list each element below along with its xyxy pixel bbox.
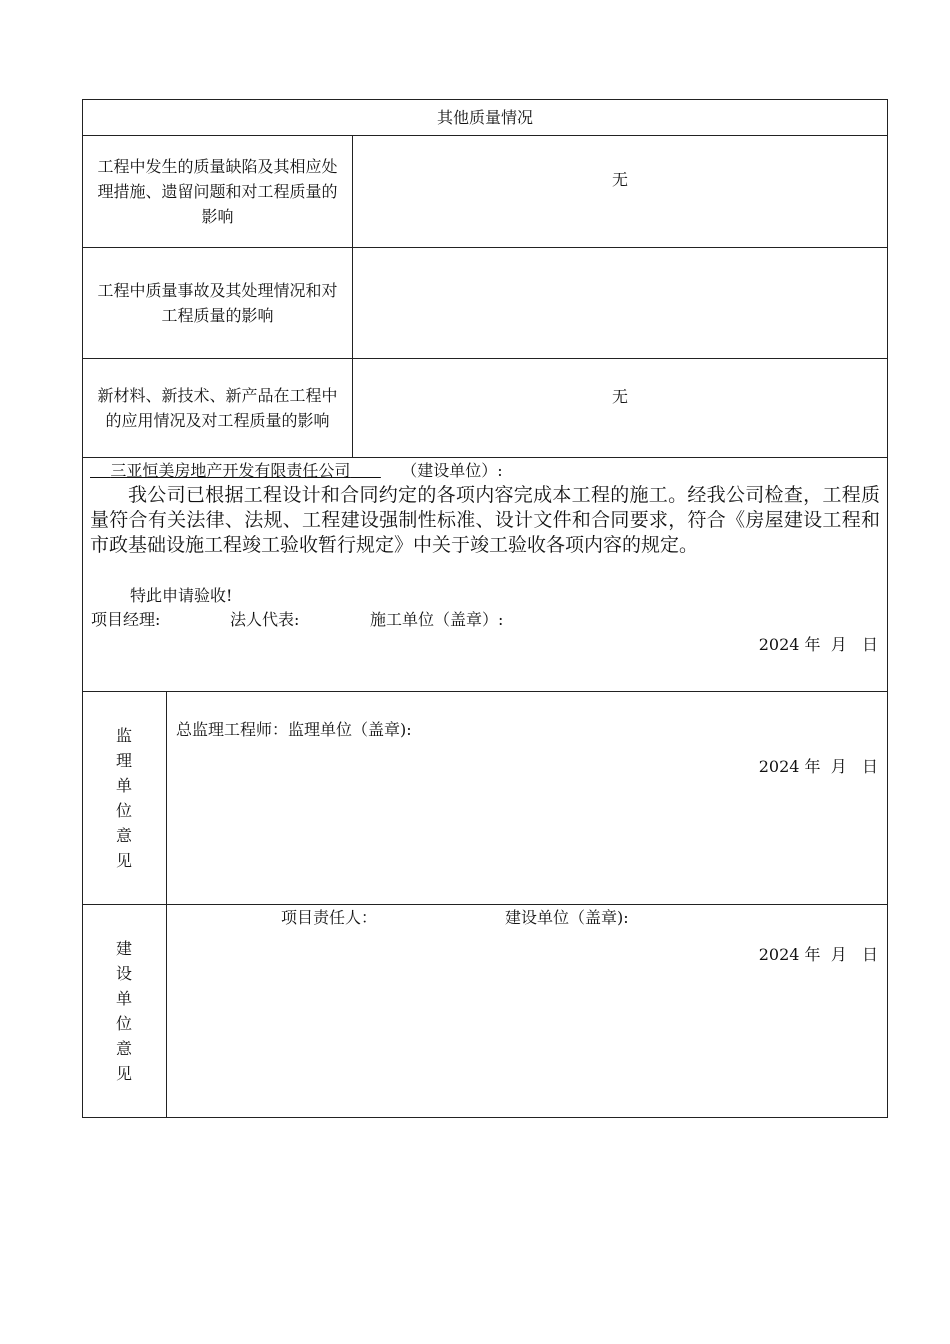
divider (82, 135, 888, 136)
divider (82, 358, 888, 359)
row-label-defects: 工程中发生的质量缺陷及其相应处理措施、遗留问题和对工程质量的影响 (97, 156, 338, 226)
project-manager-label: 项目经理: (91, 610, 161, 629)
divider (82, 904, 888, 905)
request-text: 特此申请验收! (130, 586, 233, 605)
company-name: 三亚恒美房地产开发有限责任公司 (110, 461, 351, 480)
owner-date: 2024 年 月 日 (758, 945, 878, 964)
section-title: 其他质量情况 (436, 108, 533, 127)
project-lead-label: 项目责任人： (281, 908, 378, 927)
addressee-suffix: （建设单位）: (401, 461, 503, 480)
divider (82, 691, 888, 692)
supervision-date: 2024 年 月 日 (758, 757, 878, 776)
row-label-new-materials: 新材料、新技术、新产品在工程中的应用情况及对工程质量的影响 (97, 386, 338, 430)
supervision-opinion-label: 监 理 单 位 意 见 (115, 726, 132, 870)
row-value-defects: 无 (611, 170, 628, 189)
legal-rep-label: 法人代表: (230, 610, 300, 629)
row-label-accidents: 工程中质量事故及其处理情况和对工程质量的影响 (97, 281, 338, 325)
application-date: 2024 年 月 日 (758, 635, 878, 654)
contractor-seal-label: 施工单位（盖章）: (370, 610, 504, 629)
row-value-new-materials: 无 (611, 387, 628, 406)
owner-opinion-label: 建 设 单 位 意 见 (115, 939, 132, 1083)
addressee-line (90, 458, 880, 483)
divider (82, 247, 888, 248)
owner-seal-label: 建设单位（盖章): (505, 908, 629, 927)
supervision-signers: 总监理工程师：监理单位（盖章): (176, 720, 412, 739)
application-body: 我公司已根据工程设计和合同约定的各项内容完成本工程的施工。经我公司检查，工程质量符合有关法律、法规、工程建设强制性标准、设计文件和合同要求，符合《房屋建设工程和市政基础设施工程竣工验收暂行规定》中关于竣工验收各项内容的规定。 (90, 484, 880, 556)
